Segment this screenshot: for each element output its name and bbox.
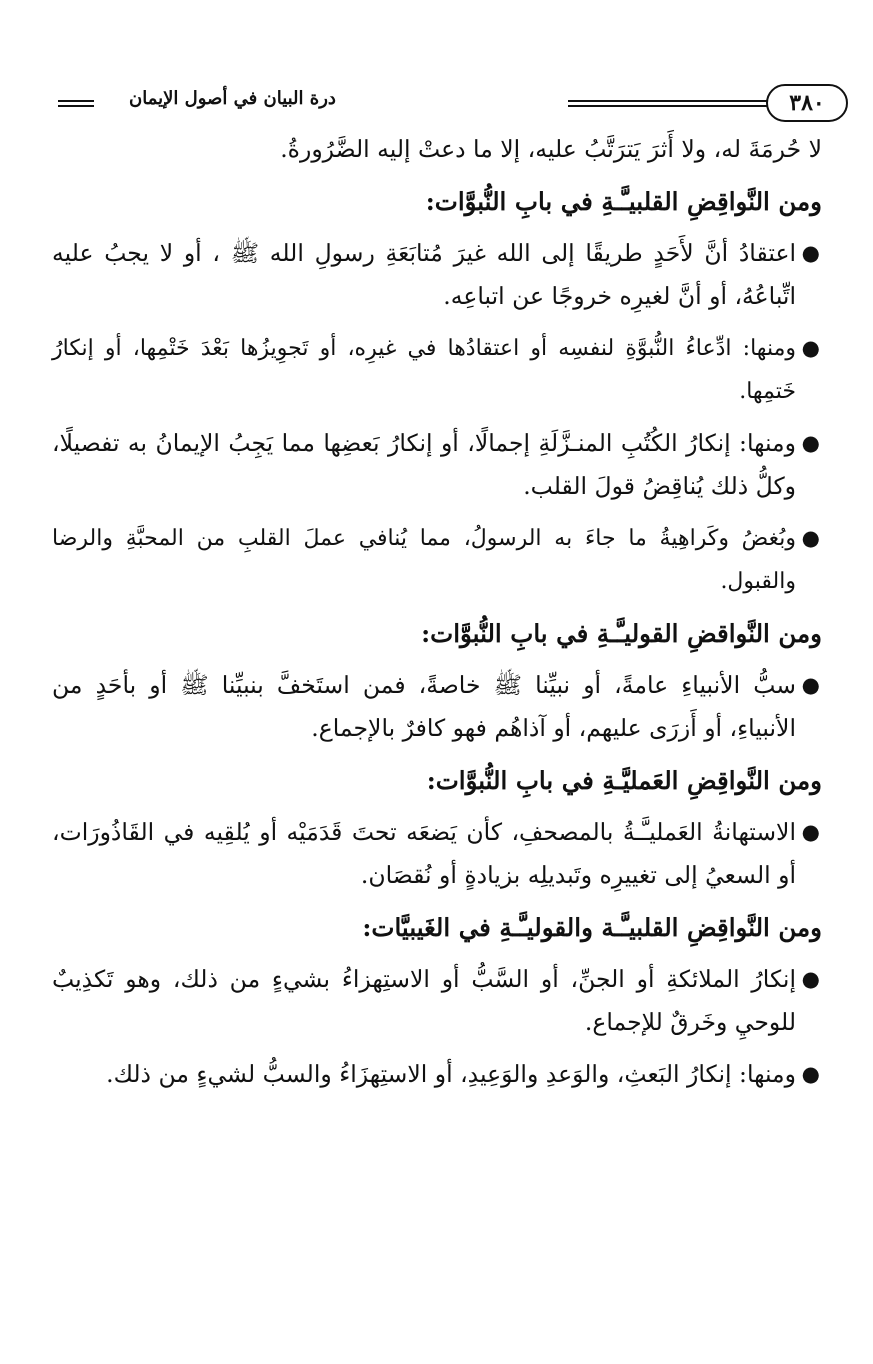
bullet-text: ومنها: إنكارُ الكُتُبِ المنـزَّلَةِ إجمالًا، أو إنكارُ بَعضِها مما يَجِبُ الإيمانُ به تفصيلًا، وكلُّ ذلك يُناقِضُ قولَ القلب. [52,429,796,500]
header-rule [58,105,94,107]
bullet-icon: ● [801,820,820,844]
page-body [52,128,822,1105]
bullet-icon: ● [801,1062,820,1086]
bullet-text: وبُغضُ وكَراهِيةُ ما جاءَ به الرسولُ، مما يُنافي عملَ القلبِ من المحبَّةِ والرضا والقبول. [52,526,796,594]
bullet-item [52,422,822,508]
bullet-item [52,517,822,603]
book-title: درة البيان في أصول الإيمان [129,88,336,109]
section-heading: ومن النَّواقِضِ العَمليَّـةِ في بابِ النُّبوَّات: [426,766,822,795]
section-heading: ومن النَّواقِضِ القلبيـَّـةِ في بابِ النُّبوَّات: [425,187,822,216]
header-rule [568,105,768,107]
bullet-item [52,664,822,750]
header-rule [568,100,768,102]
bullet-icon: ● [801,673,820,697]
header-rule [58,100,94,102]
bullet-item [52,1053,822,1096]
bullet-text: سبُّ الأنبياءِ عامةً، أو نبيِّنا ﷺ خاصةً، فمن استَخفَّ بنبيِّنا ﷺ أو بأحَدٍ من الأنبياءِ، أو أَزرَى عليهم، أو آذاهُم فهو كافرٌ بالإجماع. [52,671,796,742]
bullet-text: ومنها: ادِّعاءُ النُّبوَّةِ لنفسِه أو اعتقادُها في غيرِه، أو تَجوِيزُها بَعْدَ خَتْمِها، أو إنكارُ خَتمِها. [52,336,796,404]
bullet-icon: ● [801,431,820,455]
bullet-text: اعتقادُ أنَّ لأَحَدٍ طريقًا إلى الله غيرَ مُتابَعَةِ رسولِ الله ﷺ ، أو لا يجبُ عليه اتِّباعُهُ، أو أنَّ لغيرِه خروجًا عن اتباعِه. [52,239,796,310]
section-heading: ومن النَّواقضِ القوليـَّـةِ في بابِ النُّبوَّات: [421,619,822,648]
bullet-item [52,232,822,318]
bullet-icon: ● [801,967,820,991]
bullet-item [52,811,822,897]
bullet-text: إنكارُ الملائكةِ أو الجنِّ، أو السَّبُّ أو الاستِهزاءُ بشيءٍ من ذلك، وهو تَكذِيبٌ للوحيِ وخَرقٌ للإجماع. [52,965,796,1036]
bullet-text: ومنها: إنكارُ البَعثِ، والوَعدِ والوَعِيدِ، أو الاستِهزَاءُ والسبُّ لشيءٍ من ذلك. [106,1060,796,1088]
bullet-icon: ● [801,336,820,360]
paragraph: لا حُرمَةَ له، ولا أَثرَ يَترَتَّبُ عليه، إلا ما دعتْ إليه الضَّرُورةُ. [280,135,822,163]
section-heading: ومن النَّواقِضِ القلبيـَّـة والقوليـَّـةِ في الغَيبيَّات: [362,913,822,942]
bullet-text: الاستهانةُ العَمليـَّـةُ بالمصحفِ، كأن يَضعَه تحتَ قَدَمَيْه أو يُلقِيه في القَاذُورَات، أو السعيُ إلى تغييرِه وتَبديلِه بزيادةٍ أو نُقصَان. [52,818,796,889]
running-header [30,84,848,124]
bullet-icon: ● [801,241,820,265]
bullet-item [52,327,822,413]
bullet-item [52,958,822,1044]
page-number-badge: ٣٨٠ [766,84,848,122]
bullet-icon: ● [801,526,820,550]
